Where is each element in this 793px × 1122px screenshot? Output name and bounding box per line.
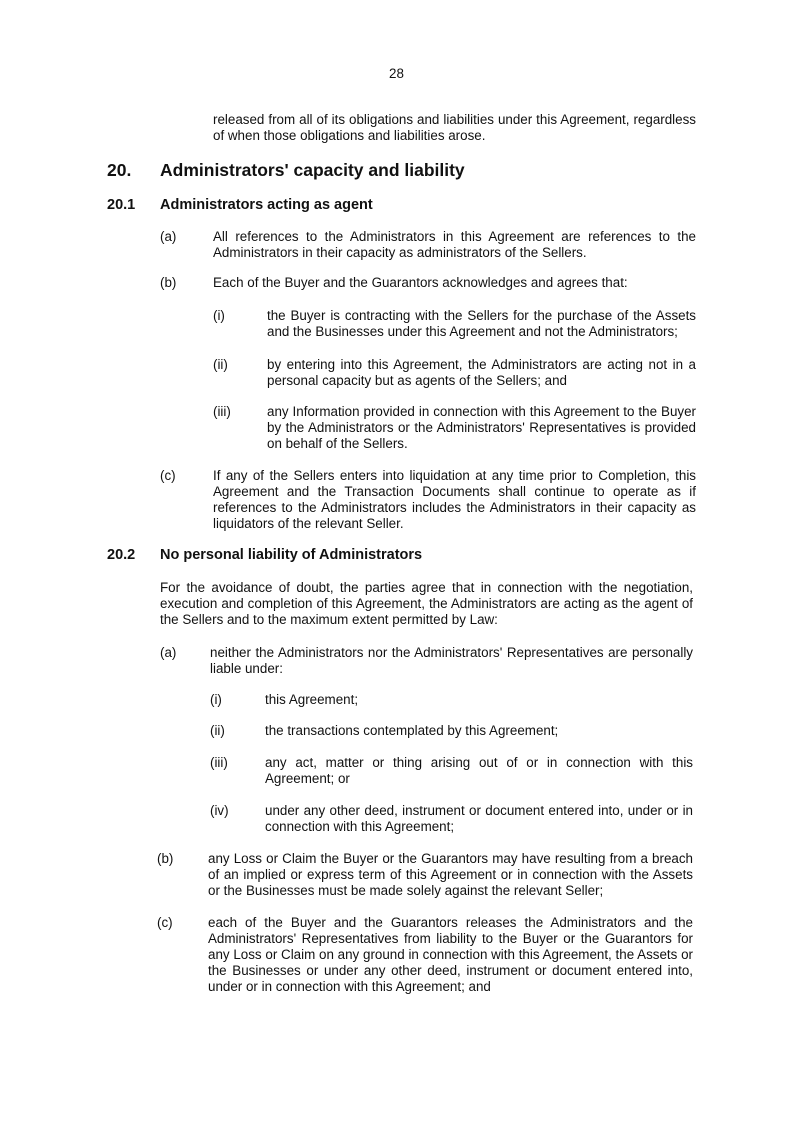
clause-20-1-b-text: Each of the Buyer and the Guarantors acknowledges and agrees that:	[213, 275, 628, 290]
clause-20-1-a-label: (a)	[160, 229, 177, 244]
clause-20-2-a-iii-label: (iii)	[210, 755, 228, 770]
clause-20-1-title: Administrators acting as agent	[160, 197, 373, 213]
section-title: Administrators' capacity and liability	[160, 160, 465, 180]
clause-20-1-b-label: (b)	[160, 275, 177, 290]
clause-20-1-c-label: (c)	[160, 468, 176, 483]
clause-20-2-intro: For the avoidance of doubt, the parties agree that in connection with the negotiation, execution and completion of this Agreement, the Administrators are acting as the agent of the Sellers and to the maximum extent permitted by Law:	[160, 580, 693, 627]
clause-20-2-a-i-text: this Agreement;	[265, 692, 359, 707]
clause-20-1-b-iii-text: any Information provided in connection with this Agreement to the Buyer by the Administrators or the Administrators' Representatives is provided on behalf of the Sellers.	[267, 404, 696, 451]
clause-20-1-number: 20.1	[107, 197, 136, 213]
clause-20-1-c-text: If any of the Sellers enters into liquidation at any time prior to Completion, this Agreement and the Transaction Documents shall continue to operate as if references to the Administrators includes the Administrators in their capacity as liquidators of the relevant Seller.	[213, 468, 696, 531]
clause-20-1-b-i-text: the Buyer is contracting with the Sellers for the purchase of the Assets and the Businesses under this Agreement and not the Administrators;	[267, 308, 696, 339]
clause-20-2-b-text: any Loss or Claim the Buyer or the Guarantors may have resulting from a breach of an implied or express term of this Agreement or in connection with the Assets or the Businesses must be made solely against the relevant Seller;	[208, 851, 693, 898]
clause-20-2-c-label: (c)	[157, 915, 173, 930]
clause-20-2-a-text: neither the Administrators nor the Administrators' Representatives are personally liable under:	[210, 645, 693, 676]
clause-20-1-a-text: All references to the Administrators in this Agreement are references to the Administrators in their capacity as administrators of the Sellers.	[213, 229, 696, 260]
section-number: 20.	[107, 160, 132, 180]
clause-20-2-a-iii-text: any act, matter or thing arising out of or in connection with this Agreement; or	[265, 755, 693, 786]
page-number: 28	[389, 66, 404, 81]
clause-20-1-b-ii-text: by entering into this Agreement, the Administrators are acting not in a personal capacity but as agents of the Sellers; and	[267, 357, 696, 388]
clause-20-2-a-iv-label: (iv)	[210, 803, 229, 818]
clause-20-1-b-i-label: (i)	[213, 308, 225, 323]
clause-20-2-a-label: (a)	[160, 645, 177, 660]
continuation-paragraph: released from all of its obligations and liabilities under this Agreement, regardless of when those obligations and liabilities arose.	[213, 112, 696, 143]
clause-20-1-b-iii-label: (iii)	[213, 404, 231, 419]
clause-20-2-a-iv-text: under any other deed, instrument or document entered into, under or in connection with this Agreement;	[265, 803, 693, 834]
clause-20-2-a-i-label: (i)	[210, 692, 222, 707]
clause-20-2-b-label: (b)	[157, 851, 174, 866]
clause-20-2-c-text: each of the Buyer and the Guarantors releases the Administrators and the Administrators' Representatives from liability to the Buyer or the Guarantors for any Loss or Claim on any ground in connection with this Agreement, the Assets or the Businesses or under any other deed, instrument or document entered into, under or in connection with this Agreement; and	[208, 915, 693, 994]
clause-20-2-a-ii-text: the transactions contemplated by this Agreement;	[265, 723, 559, 738]
clause-20-2-a-ii-label: (ii)	[210, 723, 225, 738]
clause-20-2-title: No personal liability of Administrators	[160, 547, 423, 563]
clause-20-1-b-ii-label: (ii)	[213, 357, 228, 372]
clause-20-2-number: 20.2	[107, 547, 136, 563]
